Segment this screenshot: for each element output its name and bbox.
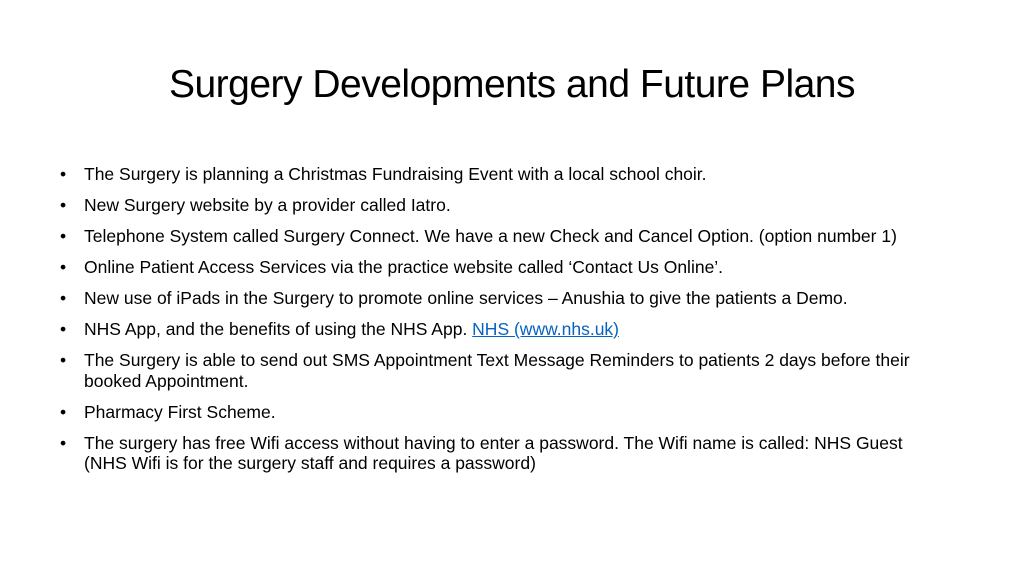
bullet-item-website bbox=[60, 195, 950, 216]
nhs-website-link[interactable]: NHS (www.nhs.uk) bbox=[472, 319, 620, 339]
bullet-item-pharmacy-first bbox=[60, 402, 950, 423]
bullet-text: New Surgery website by a provider called Iatro. bbox=[84, 195, 451, 215]
bullet-text: Online Patient Access Services via the practice website called ‘Contact Us Online’. bbox=[84, 257, 724, 277]
bullet-text: Pharmacy First Scheme. bbox=[84, 401, 276, 422]
bullet-text: Telephone System called Surgery Connect. We have a new Check and Cancel Option. (option number 1) bbox=[84, 226, 897, 246]
bullet-item-fundraising bbox=[60, 164, 950, 185]
bullet-icon: • bbox=[60, 288, 67, 308]
bullet-text: NHS App, and the benefits of using the NHS App. bbox=[84, 319, 473, 339]
bullet-icon: • bbox=[60, 350, 67, 370]
bullet-icon: • bbox=[60, 401, 67, 422]
bullet-item-ipads bbox=[60, 288, 950, 309]
bullet-list bbox=[60, 164, 950, 484]
bullet-icon: • bbox=[60, 319, 67, 339]
bullet-text: The Surgery is planning a Christmas Fundraising Event with a local school choir. bbox=[84, 164, 707, 184]
slide-title: Surgery Developments and Future Plans bbox=[168, 63, 856, 106]
bullet-item-telephone bbox=[60, 226, 950, 247]
bullet-icon: • bbox=[60, 432, 67, 453]
bullet-text: New use of iPads in the Surgery to promote online services – Anushia to give the patients a Demo. bbox=[84, 288, 848, 308]
bullet-text: The surgery has free Wifi access without having to enter a password. The Wifi name is called: NHS Guest (NHS Wifi is for the surgery staff and requires a password) bbox=[84, 432, 903, 473]
bullet-icon: • bbox=[60, 257, 67, 277]
bullet-item-nhs-app bbox=[60, 319, 950, 340]
bullet-text: The Surgery is able to send out SMS Appointment Text Message Reminders to patients 2 days before their booked Appointment. bbox=[84, 350, 910, 391]
bullet-item-wifi bbox=[60, 433, 950, 474]
bullet-item-online-access bbox=[60, 257, 950, 278]
bullet-icon: • bbox=[60, 226, 67, 246]
bullet-item-sms-reminders bbox=[60, 350, 950, 391]
bullet-icon: • bbox=[60, 164, 67, 184]
bullet-icon: • bbox=[60, 195, 67, 215]
